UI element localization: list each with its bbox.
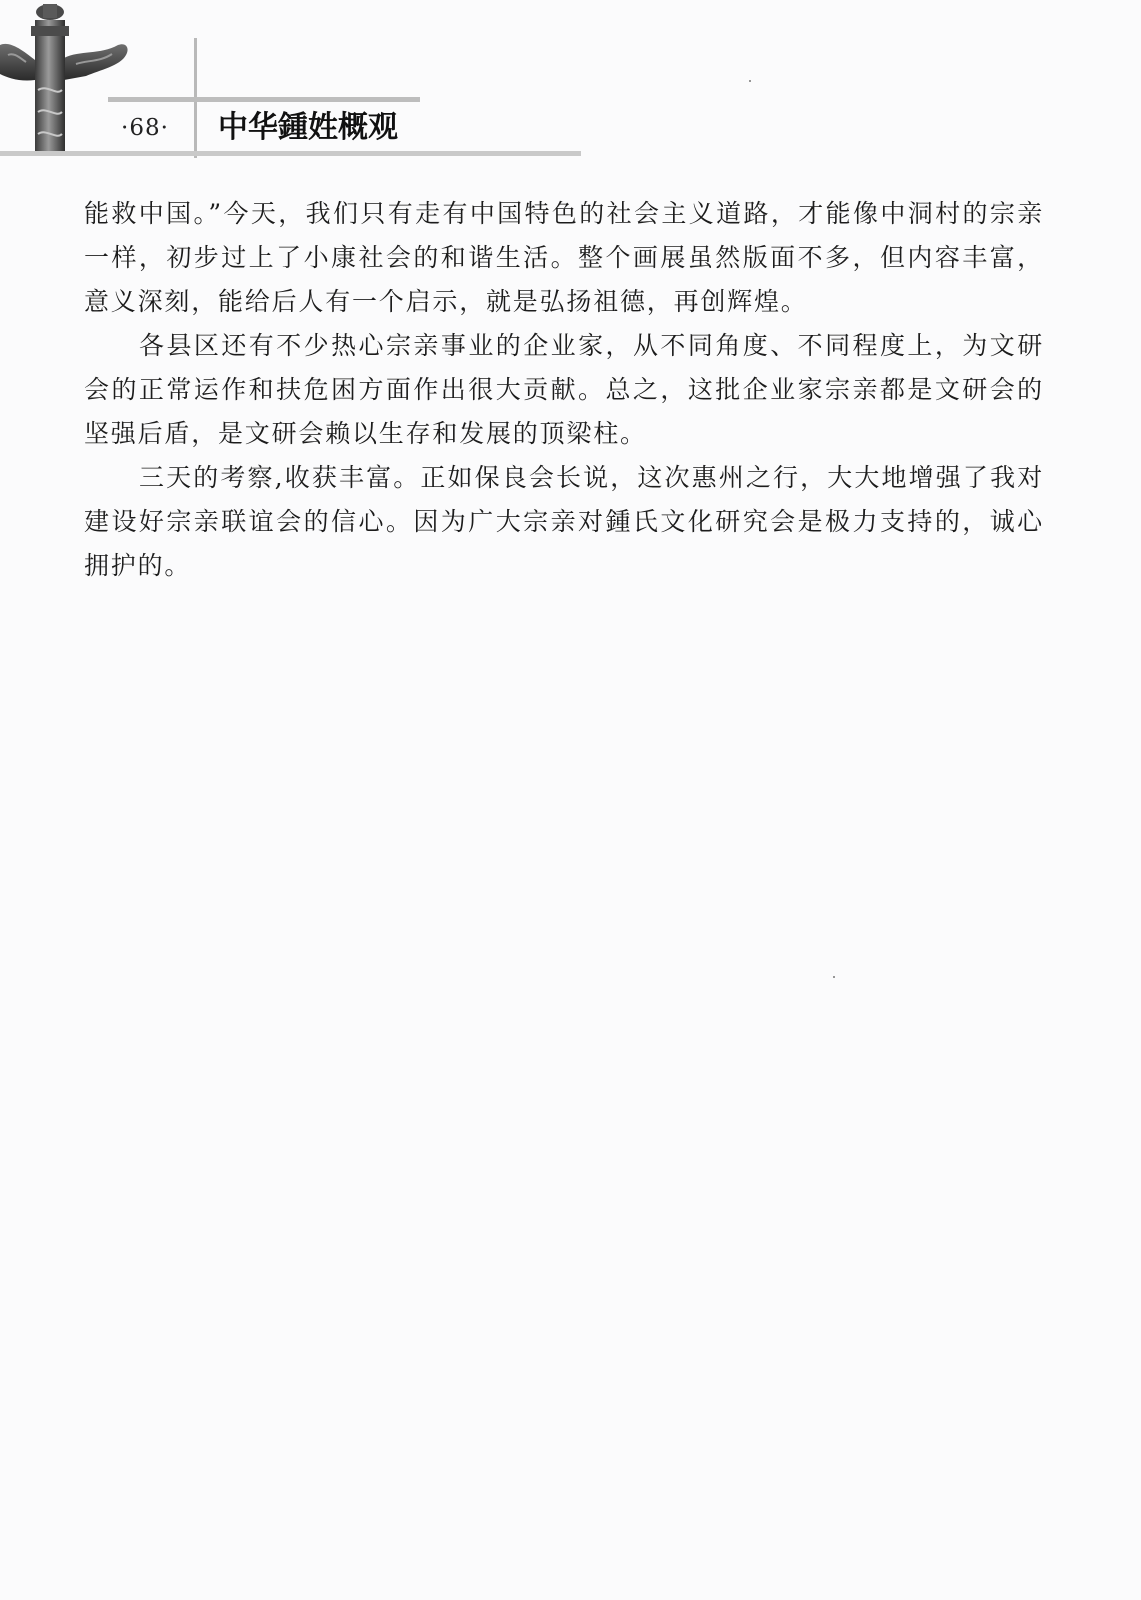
body-text — [84, 192, 1044, 588]
paragraph: 三天的考察,收获丰富。正如保良会长说，这次惠州之行，大大地增强了我对建设好宗亲联谊会的信心。因为广大宗亲对鍾氏文化研究会是极力支持的，诚心拥护的。 — [84, 463, 1044, 580]
page-number: ·68· — [121, 115, 169, 141]
running-head-title: 中华鍾姓概观 — [218, 110, 398, 145]
scan-speck — [833, 976, 835, 978]
paragraph: 各县区还有不少热心宗亲事业的企业家，从不同角度、不同程度上，为文研会的正常运作和扶危困方面作出很大贡献。总之，这批企业家宗亲都是文研会的坚强后盾，是文研会赖以生存和发展的顶梁柱。 — [84, 331, 1044, 448]
paragraph: 能救中国。”今天，我们只有走有中国特色的社会主义道路，才能像中洞村的宗亲一样，初步过上了小康社会的和谐生活。整个画展虽然版面不多，但内容丰富，意义深刻，能给后人有一个启示，就是弘扬祖德，再创辉煌。 — [84, 199, 1044, 316]
header-top-rule — [108, 97, 420, 102]
scan-speck — [749, 80, 751, 82]
header-bottom-rule — [0, 151, 581, 156]
